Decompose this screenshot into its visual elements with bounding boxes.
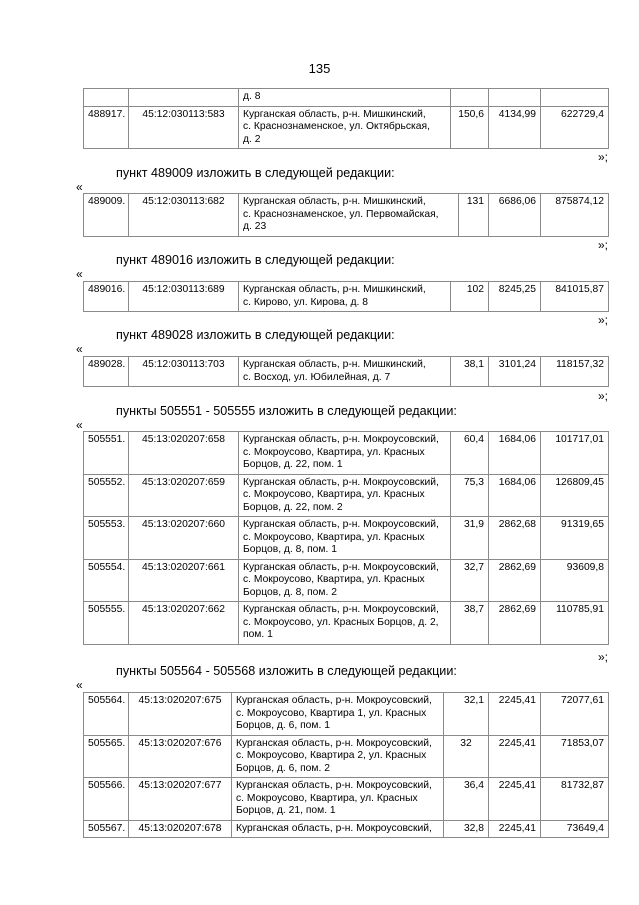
address: Курганская область, р-н. Мокроусовский, с. Мокроусово, Квартира, ул. Красных Борцов, д. 8, пом. 2	[239, 559, 451, 602]
area: 32,1	[444, 693, 489, 736]
row-number: 489016.	[84, 282, 129, 312]
instruction-text: пункт 489009 изложить в следующей редакции:	[116, 166, 395, 180]
row-number: 505555.	[84, 602, 129, 645]
row-number: 505552.	[84, 474, 129, 517]
address: Курганская область, р-н. Мишкинский, с. Краснознаменское, ул. Октябрьская, д. 2	[239, 106, 451, 149]
row-number: 505551.	[84, 432, 129, 475]
total-value: 622729,4	[541, 106, 609, 149]
registry-table	[83, 88, 609, 149]
total-value: 118157,32	[541, 357, 609, 387]
registry-table	[83, 193, 609, 237]
total-value: 91319,65	[541, 517, 609, 560]
table-row	[84, 194, 609, 237]
area	[451, 89, 489, 107]
area: 131	[459, 194, 489, 237]
cadastral-number: 45:13:020207:660	[129, 517, 239, 560]
registry-table	[83, 281, 609, 312]
address: Курганская область, р-н. Мишкинский, с. Восход, ул. Юбилейная, д. 7	[239, 357, 451, 387]
table-row	[84, 106, 609, 149]
area: 31,9	[451, 517, 489, 560]
open-quote: «	[76, 267, 83, 281]
close-quote: »;	[597, 650, 608, 664]
area: 60,4	[451, 432, 489, 475]
open-quote: «	[76, 342, 83, 356]
total-value	[541, 89, 609, 107]
cadastral-number: 45:13:020207:658	[129, 432, 239, 475]
total-value: 81732,87	[541, 778, 609, 821]
area: 32,7	[451, 559, 489, 602]
row-number: 489028.	[84, 357, 129, 387]
cadastral-number: 45:12:030113:703	[129, 357, 239, 387]
open-quote: «	[76, 678, 83, 692]
row-number: 505567.	[84, 820, 129, 838]
unit-price: 1684,06	[489, 432, 541, 475]
unit-price	[489, 89, 541, 107]
row-number: 505554.	[84, 559, 129, 602]
unit-price: 8245,25	[489, 282, 541, 312]
close-quote: »;	[597, 150, 608, 164]
unit-price: 3101,24	[489, 357, 541, 387]
instruction-text: пункт 489028 изложить в следующей редакции:	[116, 328, 395, 342]
address: д. 8	[239, 89, 451, 107]
table-row	[84, 432, 609, 475]
unit-price: 2245,41	[489, 735, 541, 778]
table-row	[84, 357, 609, 387]
cadastral-number: 45:13:020207:676	[129, 735, 232, 778]
area: 38,1	[451, 357, 489, 387]
instruction-text: пункты 505564 - 505568 изложить в следующей редакции:	[116, 664, 457, 678]
unit-price: 2245,41	[489, 693, 541, 736]
area: 32,8	[444, 820, 489, 838]
cadastral-number: 45:13:020207:659	[129, 474, 239, 517]
table-row	[84, 693, 609, 736]
close-quote: »;	[597, 238, 608, 252]
unit-price: 4134,99	[489, 106, 541, 149]
unit-price: 2862,69	[489, 559, 541, 602]
unit-price: 1684,06	[489, 474, 541, 517]
area: 102	[451, 282, 489, 312]
cadastral-number: 45:13:020207:662	[129, 602, 239, 645]
total-value: 841015,87	[541, 282, 609, 312]
address: Курганская область, р-н. Мишкинский, с. Краснознаменское, ул. Первомайская, д. 23	[239, 194, 459, 237]
address: Курганская область, р-н. Мишкинский, с. Кирово, ул. Кирова, д. 8	[239, 282, 451, 312]
address: Курганская область, р-н. Мокроусовский, с. Мокроусово, Квартира 2, ул. Красных Борцов, д. 6, пом. 2	[232, 735, 444, 778]
address: Курганская область, р-н. Мокроусовский, с. Мокроусово, Квартира, ул. Красных Борцов, д. 22, пом. 1	[239, 432, 451, 475]
area: 150,6	[451, 106, 489, 149]
registry-table	[83, 692, 609, 838]
table-row	[84, 517, 609, 560]
open-quote: «	[76, 180, 83, 194]
open-quote: «	[76, 418, 83, 432]
address: Курганская область, р-н. Мокроусовский, с. Мокроусово, Квартира, ул. Красных Борцов, д. 22, пом. 2	[239, 474, 451, 517]
page-number: 135	[308, 61, 331, 76]
row-number: 505565.	[84, 735, 129, 778]
instruction-text: пункты 505551 - 505555 изложить в следующей редакции:	[116, 404, 457, 418]
area: 38,7	[451, 602, 489, 645]
address: Курганская область, р-н. Мокроусовский, с. Мокроусово, ул. Красных Борцов, д. 2, пом. 1	[239, 602, 451, 645]
registry-table	[83, 431, 609, 645]
cadastral-number	[129, 89, 239, 107]
table-row	[84, 559, 609, 602]
cadastral-number: 45:13:020207:677	[129, 778, 232, 821]
cadastral-number: 45:12:030113:682	[129, 194, 239, 237]
table-row	[84, 820, 609, 838]
unit-price: 2862,69	[489, 602, 541, 645]
close-quote: »;	[597, 389, 608, 403]
table-row	[84, 474, 609, 517]
unit-price: 2245,41	[489, 820, 541, 838]
table-row	[84, 89, 609, 107]
total-value: 126809,45	[541, 474, 609, 517]
unit-price: 6686,06	[489, 194, 541, 237]
table-row	[84, 735, 609, 778]
cadastral-number: 45:12:030113:583	[129, 106, 239, 149]
row-number: 489009.	[84, 194, 129, 237]
total-value: 101717,01	[541, 432, 609, 475]
total-value: 71853,07	[541, 735, 609, 778]
total-value: 110785,91	[541, 602, 609, 645]
instruction-text: пункт 489016 изложить в следующей редакции:	[116, 253, 395, 267]
cadastral-number: 45:12:030113:689	[129, 282, 239, 312]
cadastral-number: 45:13:020207:661	[129, 559, 239, 602]
unit-price: 2862,68	[489, 517, 541, 560]
row-number: 505564.	[84, 693, 129, 736]
registry-table	[83, 356, 609, 387]
row-number: 488917.	[84, 106, 129, 149]
area: 36,4	[444, 778, 489, 821]
address: Курганская область, р-н. Мокроусовский, с. Мокроусово, Квартира, ул. Красных Борцов, д. 21, пом. 1	[232, 778, 444, 821]
cadastral-number: 45:13:020207:678	[129, 820, 232, 838]
table-row	[84, 602, 609, 645]
address: Курганская область, р-н. Мокроусовский,	[232, 820, 444, 838]
cadastral-number: 45:13:020207:675	[129, 693, 232, 736]
row-number: 505553.	[84, 517, 129, 560]
unit-price: 2245,41	[489, 778, 541, 821]
area: 32	[444, 735, 489, 778]
total-value: 875874,12	[541, 194, 609, 237]
address: Курганская область, р-н. Мокроусовский, с. Мокроусово, Квартира 1, ул. Красных Борцов, д. 6, пом. 1	[232, 693, 444, 736]
row-number: 505566.	[84, 778, 129, 821]
total-value: 72077,61	[541, 693, 609, 736]
table-row	[84, 778, 609, 821]
total-value: 73649,4	[541, 820, 609, 838]
total-value: 93609,8	[541, 559, 609, 602]
address: Курганская область, р-н. Мокроусовский, с. Мокроусово, Квартира, ул. Красных Борцов, д. 8, пом. 1	[239, 517, 451, 560]
table-row	[84, 282, 609, 312]
area: 75,3	[451, 474, 489, 517]
close-quote: »;	[597, 313, 608, 327]
row-number	[84, 89, 129, 107]
